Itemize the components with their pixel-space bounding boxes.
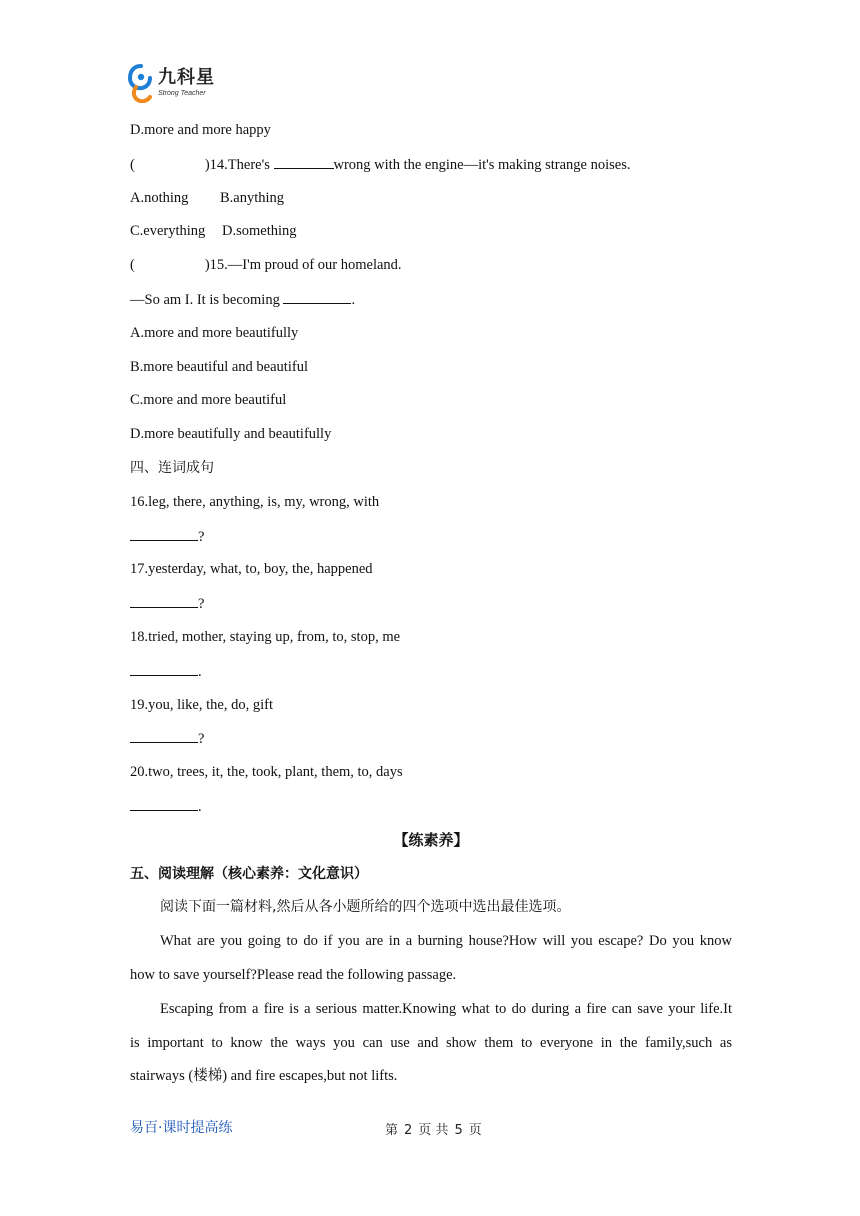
question-15-stem: )15.—I'm proud of our homeland. [204,257,402,274]
period-mark: . [198,663,202,680]
question-mark: ? [198,731,205,748]
option-14a: A.nothing [130,189,189,206]
answer-blank[interactable] [130,593,198,608]
passage-p1-line2: how to save yourself?Please read the following passage. [130,966,457,983]
answer-blank[interactable] [274,154,334,169]
logo-english-text: Strong Teacher [158,90,206,97]
passage-p2-line1: Escaping from a fire is a serious matter.Knowing what to do during a fire can save your life.It [160,1000,732,1017]
document-body [130,120,732,1100]
question-mark: ? [198,528,205,545]
total-pages: 5 [454,1123,463,1138]
option-13d: D.more and more happy [130,122,271,138]
answer-line-19 [130,728,732,762]
answer-paren-open: ( [130,257,135,274]
logo-mark-icon [128,63,154,103]
question-mark: ? [198,596,205,613]
answer-line-20 [130,796,732,830]
option-15a: A.more and more beautifully [130,324,299,341]
question-20: 20.two, trees, it, the, took, plant, them, to, days [130,764,403,781]
answer-line-17 [130,593,732,627]
answer-blank[interactable] [130,728,198,743]
answer-blank[interactable] [283,289,351,304]
option-15b: B.more beautiful and beautiful [130,358,308,375]
passage-p2-line2: is important to know the ways you can use and show them to everyone in the family,such as [130,1034,732,1051]
question-18: 18.tried, mother, staying up, from, to, stop, me [130,628,401,645]
options-14-cd [130,221,732,255]
passage-p2-line3: stairways (楼梯) and fire escapes,but not lifts. [130,1068,398,1085]
question-17: 17.yesterday, what, to, boy, the, happened [130,561,373,578]
brand-logo [128,62,215,104]
answer-blank[interactable] [130,661,198,676]
question-15-reply [130,289,732,323]
passage-p1-line1: What are you going to do if you are in a burning house?How will you escape? Do you know [160,933,732,950]
answer-blank[interactable] [130,796,198,811]
options-14-ab [130,188,732,222]
current-page: 2 [404,1123,413,1138]
page-number: 第 2 页 共 5 页 [385,1123,482,1138]
question-19: 19.you, like, the, do, gift [130,696,273,713]
answer-line-18 [130,661,732,695]
question-15 [130,255,732,289]
reading-instruction: 阅读下面一篇材料,然后从各小题所给的四个选项中选出最佳选项。 [160,899,571,916]
question-14-stem-end: wrong with the engine—it's making strange noises. [333,156,631,173]
question-14 [130,154,732,188]
answer-line-16 [130,526,732,560]
option-14d: D.something [222,223,297,240]
question-15-reply-text: —So am I. It is becoming [130,291,280,308]
question-16: 16.leg, there, anything, is, my, wrong, with [130,493,380,510]
answer-blank[interactable] [130,526,198,541]
section-5-heading: 五、阅读理解（核心素养：文化意识） [130,865,368,882]
option-15c: C.more and more beautiful [130,392,287,409]
question-14-stem-start: )14.There's [204,156,270,173]
section-4-heading: 四、连词成句 [130,459,214,476]
period-mark: . [351,291,356,308]
footer-brand: 易百·课时提高练 [130,1120,233,1136]
answer-paren-open: ( [130,156,135,173]
option-14c: C.everything [130,223,206,240]
practice-section-title: 【练素养】 [393,830,469,849]
option-14b: B.anything [220,189,285,206]
logo-chinese-text: 九科星 [158,67,215,88]
period-mark: . [198,798,202,815]
option-15d: D.more beautifully and beautifully [130,426,332,443]
